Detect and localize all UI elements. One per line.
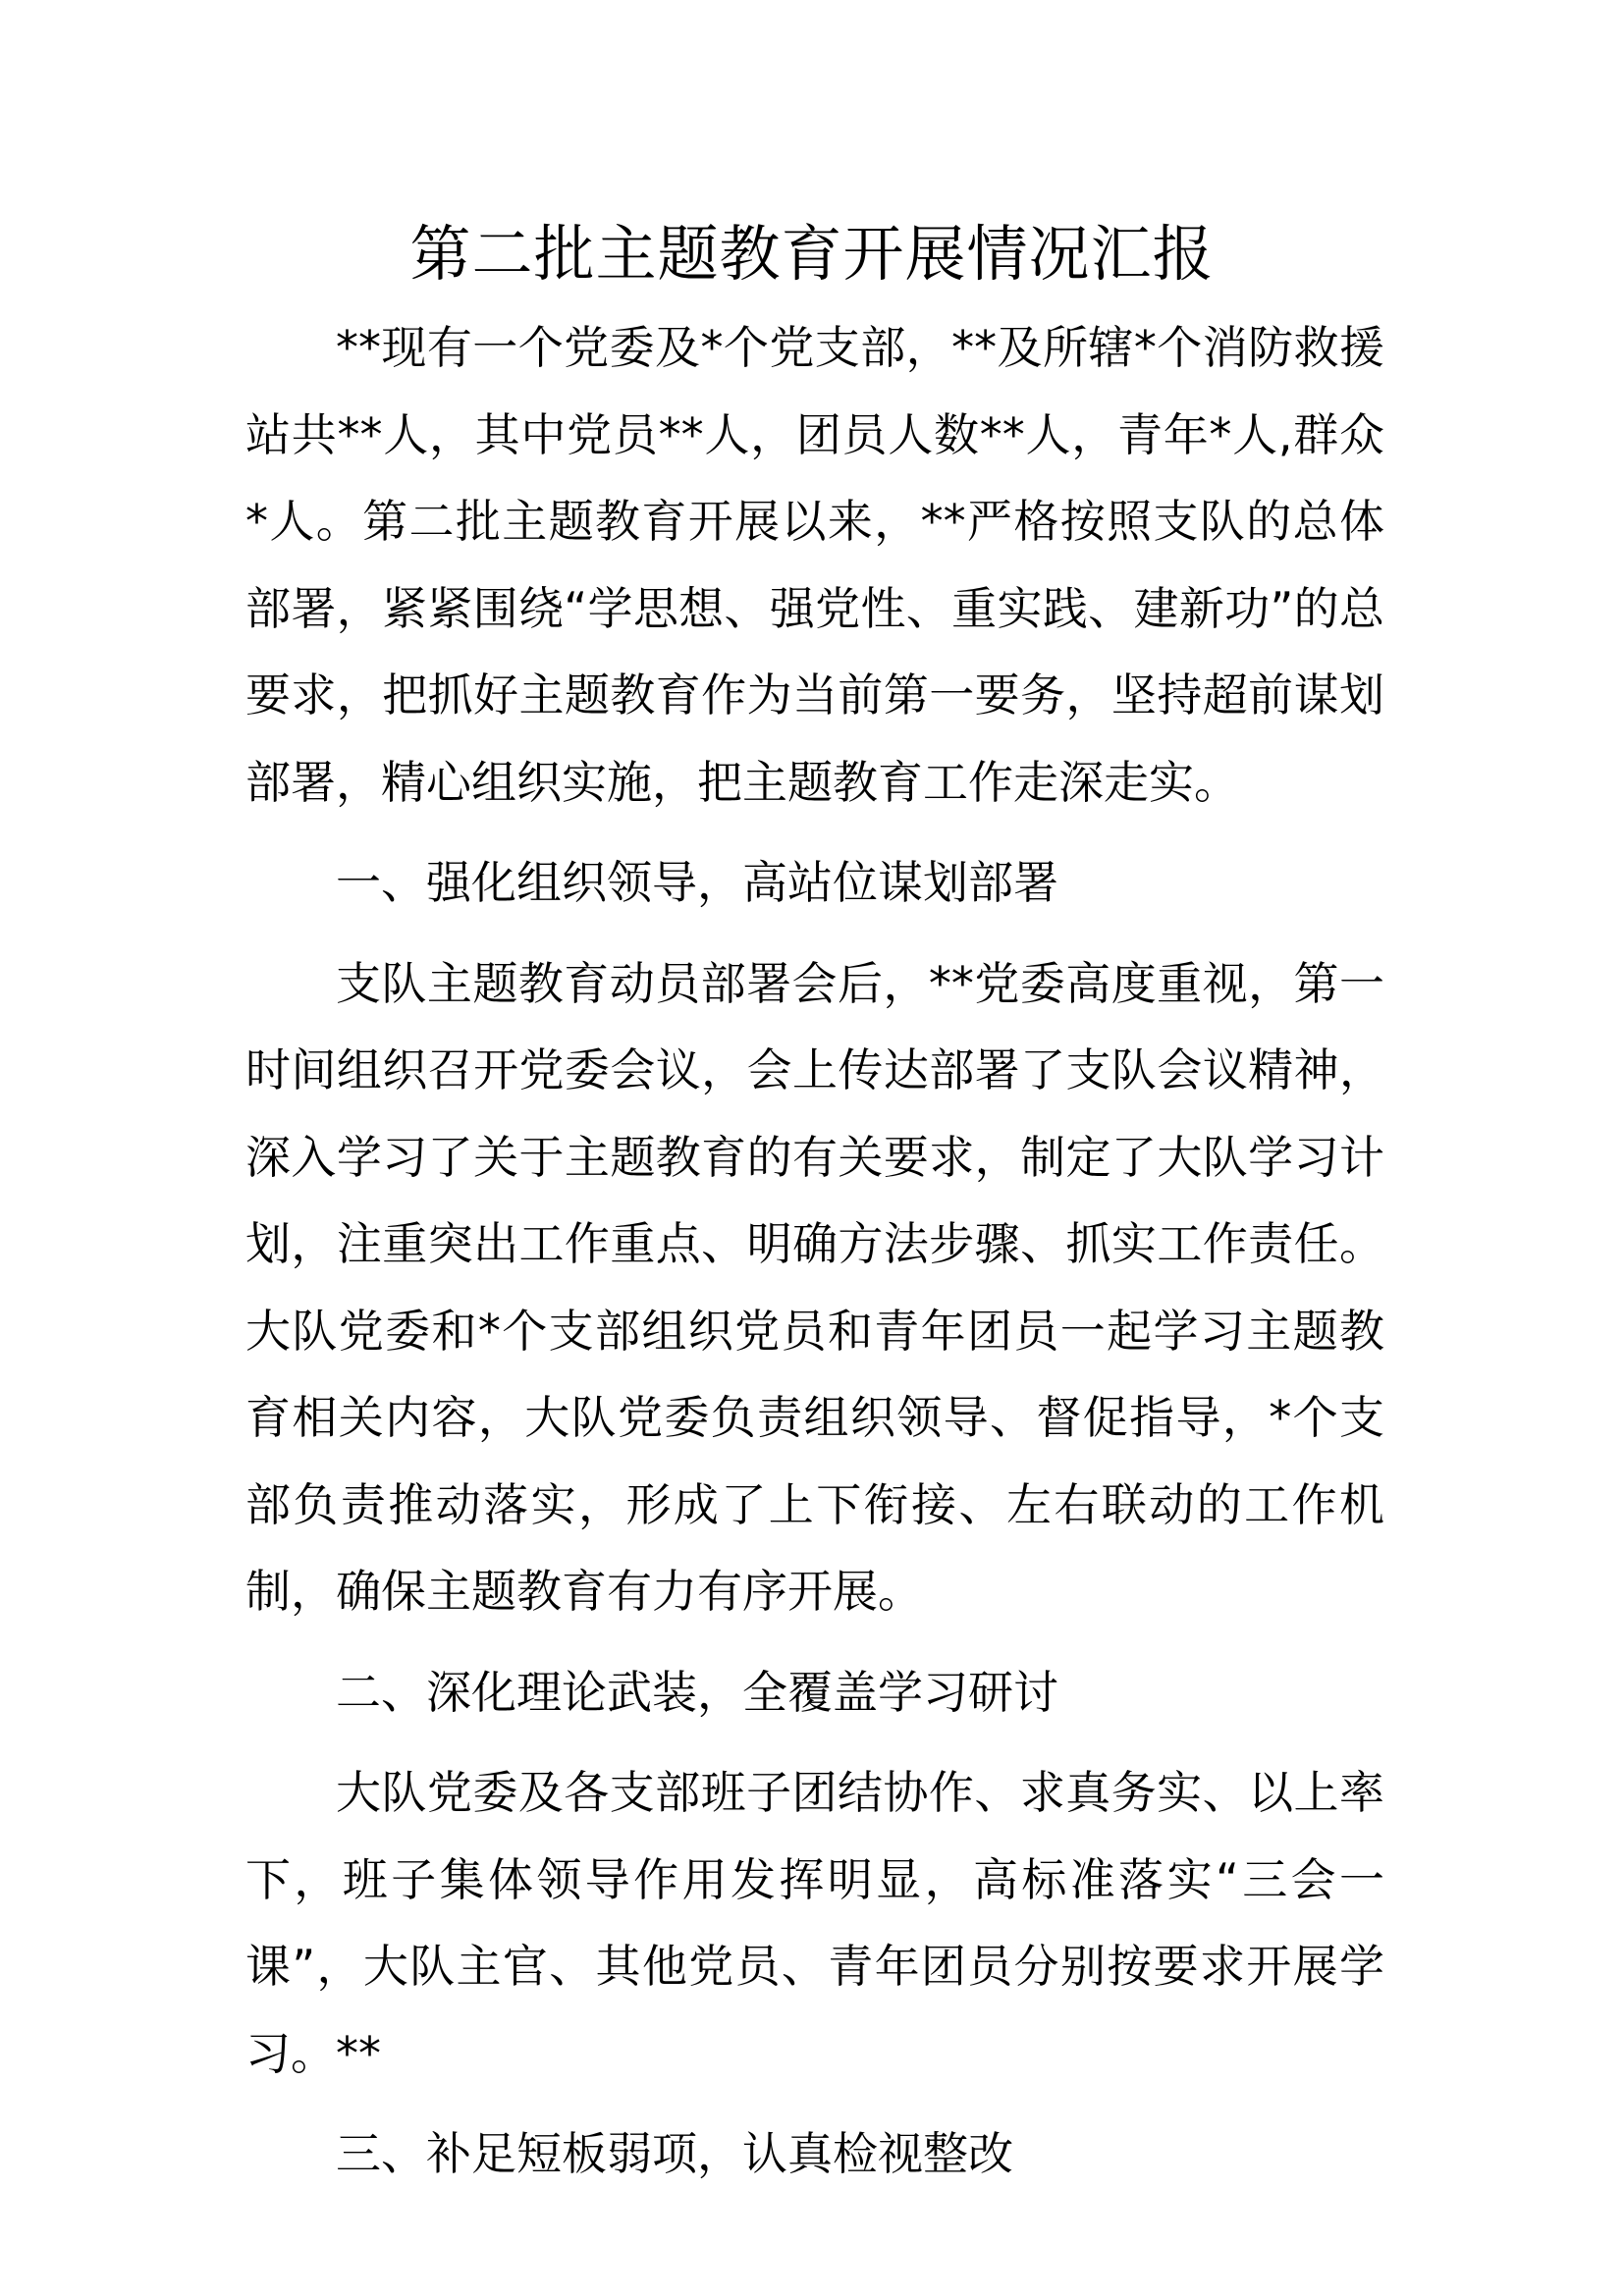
section-heading-3: 三、补足短板弱项，认真检视整改 [336, 2127, 1013, 2180]
section-2-paragraph: 大队党委及各支部班子团结协作、求真务实、以上率下，班子集体领导作用发挥明显，高标准落实“三会一课”，大队主官、其他党员、青年团员分别按要求开展学习。** [245, 1766, 1384, 2080]
document-title: 第二批主题教育开展情况汇报 [409, 218, 1215, 290]
section-heading-2: 二、深化理论武装，全覆盖学习研讨 [336, 1665, 1058, 1719]
intro-paragraph: **现有一个党委及*个党支部，**及所辖*个消防救援站共**人，其中党员**人，团员人数**人，青年*人,群众*人。第二批主题教育开展以来，**严格按照支队的总体部署，紧紧围绕“学思想、强党性、重实践、建新功”的总要求，把抓好主题教育作为当前第一要务，坚持超前谋划部署，精心组织实施，把主题教育工作走深走实。 [245, 321, 1384, 809]
section-1-paragraph: 支队主题教育动员部署会后，**党委高度重视，第一时间组织召开党委会议，会上传达部署了支队会议精神，深入学习了关于主题教育的有关要求，制定了大队学习计划，注重突出工作重点、明确方法步骤、抓实工作责任。大队党委和*个支部组织党员和青年团员一起学习主题教育相关内容，大队党委负责组织领导、督促指导，*个支部负责推动落实，形成了上下衔接、左右联动的工作机制，确保主题教育有力有序开展。 [245, 956, 1384, 1618]
section-heading-1: 一、强化组织领导，高站位谋划部署 [336, 856, 1058, 909]
document-body [245, 304, 1384, 2212]
